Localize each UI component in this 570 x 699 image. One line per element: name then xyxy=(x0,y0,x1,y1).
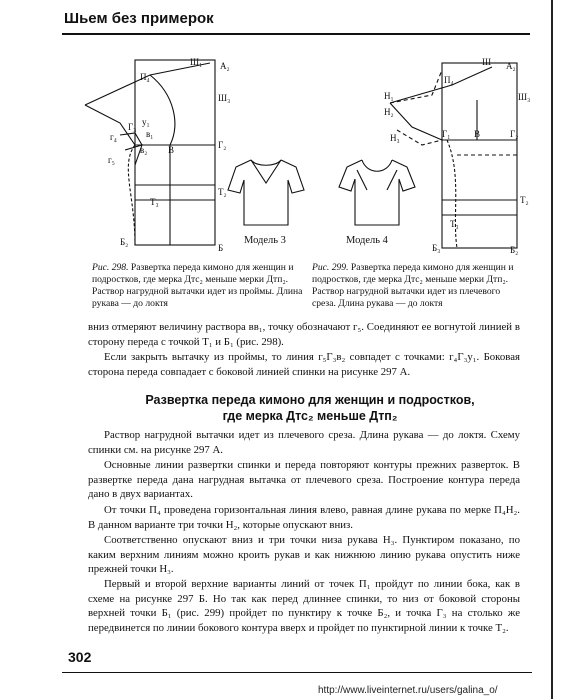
svg-text:П₄: П₄ xyxy=(140,72,150,82)
header-rule xyxy=(62,33,530,35)
paragraph-main-lines: Основные линии развертки спинки и переда повторяют контуры прежних разверток. В развертке переда дана нагрудная вытачка от плечевого среза. Построение контура переда дано в двух вариантах. xyxy=(88,459,520,501)
svg-text:г₅: г₅ xyxy=(108,155,115,165)
footer-rule xyxy=(62,672,532,673)
svg-text:Ш: Ш xyxy=(482,57,492,67)
svg-text:у₁: у₁ xyxy=(142,117,150,127)
svg-text:Б₂: Б₂ xyxy=(510,245,519,255)
svg-text:Г₂: Г₂ xyxy=(510,129,519,139)
paragraph-continuation: вниз отмеряют величину раствора вв₁, точку обозначают г₅. Соединяют ее вогнутой линией в сторону переда с точкой Т₁ и Б₁ (рис. 298). xyxy=(88,321,520,348)
svg-text:г₄: г₄ xyxy=(110,132,117,142)
paragraph-point-p4: От точки П₄ проведена горизонтальная линия влево, равная длине рукава по мерке П₄Н₂. В данном варианте три точки Н₂, которые опускают вниз. xyxy=(88,504,520,531)
svg-text:В: В xyxy=(474,129,481,139)
svg-text:П₄: П₄ xyxy=(444,75,454,85)
svg-text:Т₂: Т₂ xyxy=(520,195,529,205)
figure-299-pattern xyxy=(382,55,530,255)
svg-text:В: В xyxy=(168,145,175,155)
svg-text:А₂: А₂ xyxy=(220,61,230,71)
svg-text:Ш₃: Ш₃ xyxy=(218,93,231,103)
paragraph-intro: Раствор нагрудной вытачки идет из плечевого среза. Длина рукава — до локтя. Схему спинки см. на рисунке 297 А. xyxy=(88,429,520,456)
figure-298-caption-text: Развертка переда кимоно для женщин и подростков, где мерка Дтс₂ меньше мерки Дтп₂. Раствор нагрудной вытачки идет из проймы. Длина рукава — до локтя xyxy=(92,262,303,309)
model-3-label: Модель 3 xyxy=(244,235,286,246)
model-4-label: Модель 4 xyxy=(346,235,388,246)
svg-text:Г₃: Г₃ xyxy=(128,122,137,132)
svg-text:А₂: А₂ xyxy=(506,61,516,71)
paragraph-variants: Первый и второй верхние варианты линий от точек П₁ пройдут по линии бока, как в схеме на рисунке 297 Б. Но так как перед длиннее спинки, то низ от боковой стороны верхней точки Б₁ (рис. 299) пройдет по пунктиру к точке Б₂, и точка Г₃ на столько же передвинется по линии бокового контура вверх и пройдет по пунктирной линии к точке Т₂. xyxy=(88,578,520,634)
figure-299-caption xyxy=(312,262,524,310)
svg-text:Г₂: Г₂ xyxy=(218,140,227,150)
svg-text:Н₂: Н₂ xyxy=(384,107,394,117)
figure-299-number: Рис. 299. xyxy=(312,262,349,273)
figure-299-caption-text: Развертка переда кимоно для женщин и подростков, где мерка Дтс₂ меньше мерки Дтп₂. Раствор нагрудной вытачки идет из плечевого среза. Длина рукава — до локтя xyxy=(312,262,514,309)
svg-text:Ш₁: Ш₁ xyxy=(190,57,203,67)
svg-text:Т₃: Т₃ xyxy=(450,219,459,229)
section-heading xyxy=(90,392,530,424)
watermark-url: http://www.liveinternet.ru/users/galina_o/ xyxy=(318,685,498,696)
svg-text:Б₂: Б₂ xyxy=(120,237,129,247)
svg-text:Ш₃: Ш₃ xyxy=(518,92,530,102)
running-header: Шьем без примерок xyxy=(64,10,214,27)
figure-298-pattern xyxy=(80,55,240,255)
page-number: 302 xyxy=(68,649,92,665)
figure-298-number: Рис. 298. xyxy=(92,262,129,273)
figure-298-caption xyxy=(92,262,304,310)
svg-text:в₂: в₂ xyxy=(140,145,148,155)
section-heading-line-1: Развертка переда кимоно для женщин и подростков, xyxy=(145,393,475,407)
svg-text:Т₂: Т₂ xyxy=(218,187,227,197)
section-heading-line-2: где мерка Дтс₂ меньше Дтп₂ xyxy=(222,409,398,423)
svg-text:Г₁: Г₁ xyxy=(442,129,451,139)
model-3-illustration xyxy=(226,155,306,230)
page-edge-line xyxy=(551,0,553,699)
svg-text:Т₃: Т₃ xyxy=(150,197,159,207)
svg-text:Б₃: Б₃ xyxy=(432,243,441,253)
paragraph-dart: Если закрыть вытачку из проймы, то линия г₅Г₃в₂ совпадет с точками: г₄Г₃у₁. Боковая сторона переда совпадает с боковой линией спинки на рисунке 297 А. xyxy=(88,351,520,378)
paragraph-sleeve: Соответственно опускают вниз и три точки низа рукава Н₃. Пунктиром показано, по каким верхним линиям можно кроить рукав и как нижнюю линию рукава опустить ниже прежней точки Н₃. xyxy=(88,534,520,576)
svg-text:в₁: в₁ xyxy=(146,129,154,139)
svg-text:Б: Б xyxy=(218,243,224,253)
svg-text:Н₁: Н₁ xyxy=(384,91,394,101)
svg-text:Н₃: Н₃ xyxy=(390,133,400,143)
